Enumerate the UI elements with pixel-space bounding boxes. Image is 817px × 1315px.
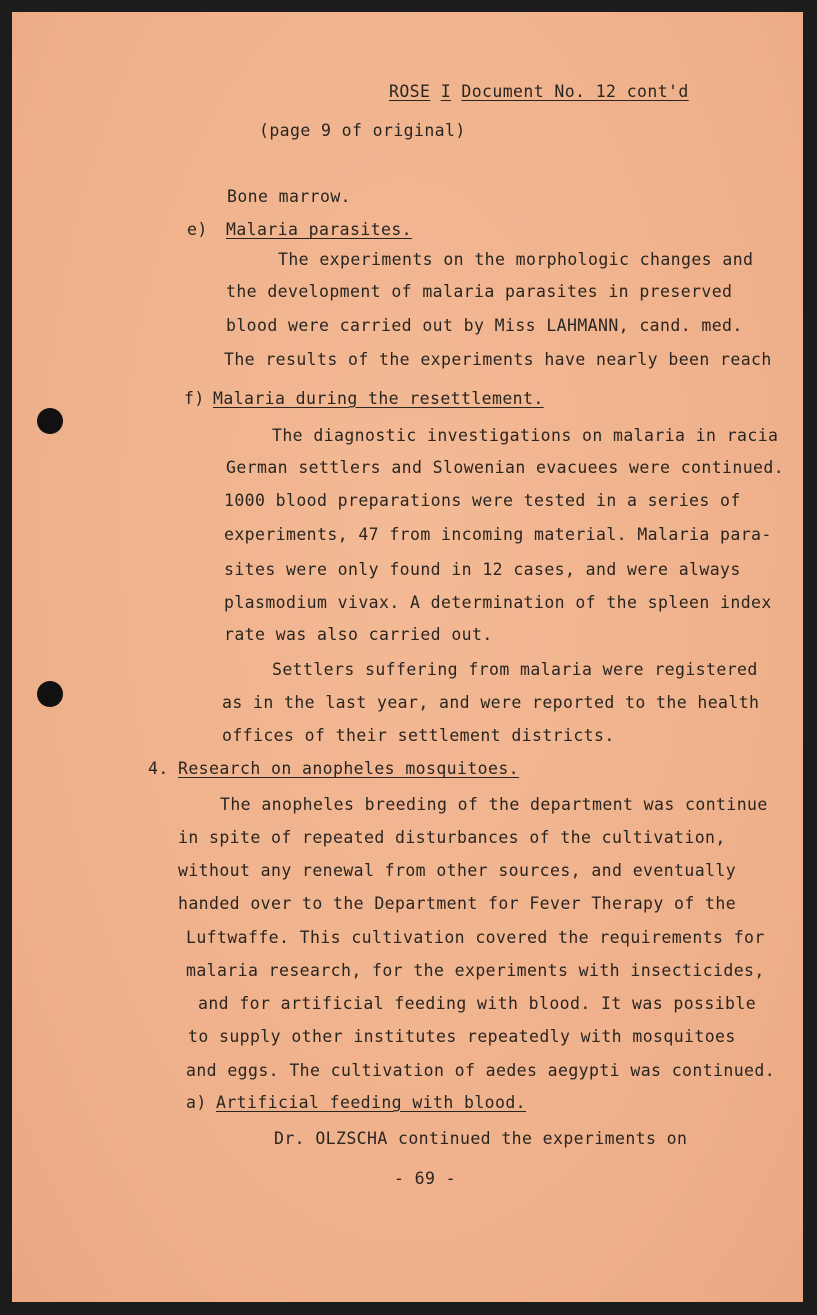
section-f-line: experiments, 47 from incoming material. Malaria para- xyxy=(224,525,772,544)
section-e-line: the development of malaria parasites in preserved xyxy=(226,282,733,301)
section-e-marker: e) xyxy=(187,220,208,239)
section-e-line: blood were carried out by Miss LAHMANN, cand. med. xyxy=(226,316,743,335)
section-a-heading: Artificial feeding with blood. xyxy=(216,1093,527,1112)
page-note: (page 9 of original) xyxy=(259,121,466,140)
section-4-line: and for artificial feeding with blood. It was possible xyxy=(198,994,757,1013)
section-f-line: The diagnostic investigations on malaria in racia xyxy=(272,426,779,445)
doc-ref-rose: ROSE xyxy=(389,82,431,101)
section-f-line: as in the last year, and were reported to the health xyxy=(222,693,760,712)
section-4-line: Luftwaffe. This cultivation covered the requirements for xyxy=(186,928,765,947)
doc-ref-numeral: I xyxy=(440,82,452,101)
section-e-line: The experiments on the morphologic changes and xyxy=(278,250,754,269)
section-4-line: handed over to the Department for Fever Therapy of the xyxy=(178,894,737,913)
section-e-line: The results of the experiments have nearly been reach xyxy=(224,350,772,369)
section-4-line: in spite of repeated disturbances of the cultivation, xyxy=(178,828,726,847)
page-number: - 69 - xyxy=(394,1169,457,1188)
section-4-heading: Research on anopheles mosquitoes. xyxy=(178,759,520,778)
section-4-line: malaria research, for the experiments with insecticides, xyxy=(186,961,765,980)
section-a-line: Dr. OLZSCHA continued the experiments on xyxy=(274,1129,688,1148)
section-f-line: sites were only found in 12 cases, and were always xyxy=(224,560,741,579)
section-f-line: Settlers suffering from malaria were registered xyxy=(272,660,758,679)
document-reference xyxy=(389,82,689,101)
section-e-heading: Malaria parasites. xyxy=(226,220,413,239)
section-f-line: plasmodium vivax. A determination of the spleen index xyxy=(224,593,772,612)
section-4-marker: 4. xyxy=(148,759,169,778)
punch-hole-upper xyxy=(37,408,63,434)
section-4-line: to supply other institutes repeatedly with mosquitoes xyxy=(188,1027,736,1046)
section-f-marker: f) xyxy=(184,389,205,408)
punch-hole-lower xyxy=(37,681,63,707)
section-f-line: offices of their settlement districts. xyxy=(222,726,615,745)
section-f-line: German settlers and Slowenian evacuees were continued. xyxy=(226,458,785,477)
section-a-marker: a) xyxy=(186,1093,207,1112)
section-f-heading: Malaria during the resettlement. xyxy=(213,389,544,408)
bone-marrow-line: Bone marrow. xyxy=(227,187,352,206)
section-4-line: and eggs. The cultivation of aedes aegypti was continued. xyxy=(186,1061,776,1080)
section-4-line: without any renewal from other sources, and eventually xyxy=(178,861,737,880)
section-4-line: The anopheles breeding of the department was continue xyxy=(220,795,768,814)
doc-ref-title: Document No. 12 cont'd xyxy=(461,82,689,101)
section-f-line: rate was also carried out. xyxy=(224,625,493,644)
section-f-line: 1000 blood preparations were tested in a series of xyxy=(224,491,741,510)
